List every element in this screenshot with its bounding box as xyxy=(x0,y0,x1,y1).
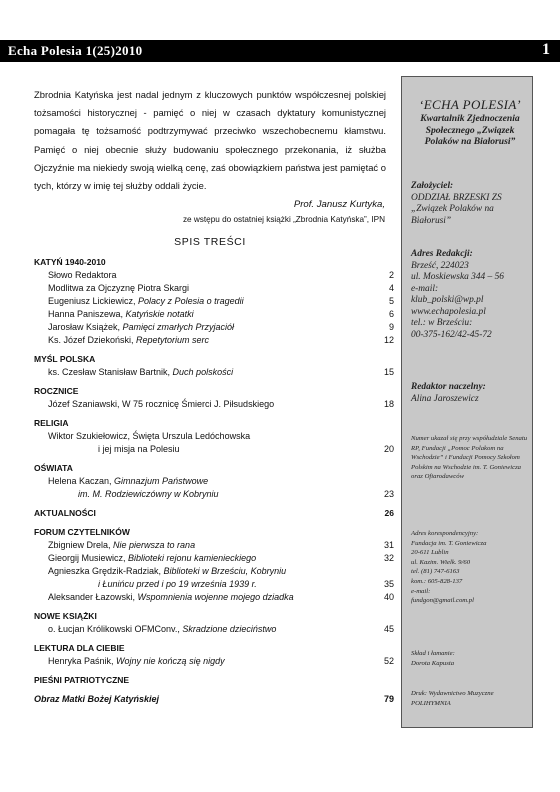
toc-entry-author: o. Łucjan Królikowski OFMConv., xyxy=(48,624,183,634)
toc-entry[interactable] xyxy=(34,552,394,565)
toc-page-number: 26 xyxy=(384,508,394,518)
toc-entry[interactable] xyxy=(34,269,394,282)
toc-section-title: RELIGIA xyxy=(34,418,69,428)
toc-entry-author: Gieorgij Musiewicz, xyxy=(48,553,129,563)
typesetter-name: Dorota Kapusta xyxy=(411,659,455,667)
toc-entry-title: Wspomnienia wojenne mojego dziadka xyxy=(137,592,294,602)
toc-page-number: 35 xyxy=(383,579,394,589)
address-block xyxy=(411,249,529,341)
toc-page-number: 31 xyxy=(383,540,394,550)
quote-source: ze wstępu do ostatniej książki „Zbrodnia Katyńska”, IPN xyxy=(182,215,385,224)
toc-entry-author: Słowo Redaktora xyxy=(48,270,117,280)
toc-page-number: 40 xyxy=(383,592,394,602)
toc-entry[interactable] xyxy=(34,366,394,379)
correspondence-line: Fundacja im. T. Goniewicza xyxy=(411,539,487,547)
toc-page-number: 9 xyxy=(388,322,394,332)
toc-entry[interactable] xyxy=(34,475,394,488)
founder-label: Założyciel: xyxy=(411,181,454,191)
correspondence-line: ul. Kazim. Wielk. 9/60 xyxy=(411,558,471,566)
toc-entry[interactable] xyxy=(34,623,394,636)
toc-entry-title: Pamięci zmarłych Przyjaciół xyxy=(122,322,235,332)
address-line: tel.: w Brześciu: xyxy=(411,318,473,328)
toc-entry-author: Wiktor Szukiełowicz, Święta Urszula Ledóchowska xyxy=(48,431,251,441)
magazine-issue-title: Echa Polesia 1(25)2010 xyxy=(8,43,143,58)
address-line: e-mail: xyxy=(411,283,439,294)
toc-page-number: 20 xyxy=(383,444,394,454)
toc-entry-title: Gimnazjum Państwowe xyxy=(114,476,209,486)
page-number: 1 xyxy=(542,41,550,58)
toc-entry-title: Obraz Matki Bożej Katyńskiej xyxy=(34,694,160,704)
colophon-sidebar xyxy=(401,76,533,728)
toc-entry-title: Katyńskie notatki xyxy=(125,309,194,319)
correspondence-line: e-mail: xyxy=(411,587,431,595)
editor-label: Redaktor naczelny: xyxy=(411,382,486,392)
toc-entry-title: Skradzione dzieciństwo xyxy=(182,624,277,634)
toc-entry-title: Repetytorium serc xyxy=(136,335,210,345)
toc-entry[interactable] xyxy=(34,539,394,552)
editor-block xyxy=(411,382,529,405)
toc-section-title: ROCZNICE xyxy=(34,386,79,396)
correspondence-email[interactable]: fundgon@gmail.com.pl xyxy=(411,597,474,605)
toc-page-number: 5 xyxy=(388,296,394,306)
toc-page-number: 79 xyxy=(383,694,394,704)
correspondence-line: tel. (81) 747-6163 xyxy=(411,568,460,576)
magazine-name-block xyxy=(411,97,529,148)
typesetting-label: Skład i łamanie: xyxy=(411,650,455,657)
toc-entry[interactable] xyxy=(34,295,394,308)
toc-section-heading xyxy=(34,353,394,366)
toc-entry-author: Aleksander Łazowski, xyxy=(48,592,138,602)
toc-entry[interactable] xyxy=(34,398,394,411)
toc-title: SPIS TREŚCI xyxy=(174,236,246,248)
toc-entry-title: Biblioteki rejonu kamienieckiego xyxy=(128,553,257,563)
toc-section-heading xyxy=(34,462,394,475)
toc-entry-title: Duch polskości xyxy=(172,367,234,377)
toc-section-title: PIEŚNI PATRIOTYCZNE xyxy=(34,675,130,685)
toc-entry[interactable] xyxy=(34,591,394,604)
magazine-subtitle: Kwartalnik Zjednoczenia Społecznego „Związek Polaków na Białorusi” xyxy=(420,113,520,147)
founder-value: ODDZIAŁ BRZESKI ZS „Związek Polaków na Białorusi” xyxy=(411,192,502,226)
toc-page-number: 6 xyxy=(388,309,394,319)
correspondence-line: 20-611 Lublin xyxy=(411,549,449,557)
founder-block xyxy=(411,181,529,227)
toc-entry-title: im. M. Rodziewiczówny w Kobryniu xyxy=(78,489,219,499)
phone-number: 00-375-162/42-45-72 xyxy=(411,329,492,340)
toc-entry-author: Hanna Paniszewa, xyxy=(48,309,126,319)
toc-entry-author: Zbigniew Drela, xyxy=(48,540,114,550)
toc-page-number: 45 xyxy=(383,624,394,634)
toc-page-number: 4 xyxy=(388,283,394,293)
page-header xyxy=(0,40,560,62)
typesetting-block xyxy=(411,649,529,668)
toc-section-title: OŚWIATA xyxy=(34,463,73,473)
toc-entry[interactable] xyxy=(34,443,394,456)
address-line: ul. Moskiewska 344 – 56 xyxy=(411,272,504,282)
toc-entry-author: Ks. Józef Dziekoński, xyxy=(48,335,137,345)
toc-section-heading xyxy=(34,642,394,655)
toc-entry-author: ks. Czesław Stanisław Bartnik, xyxy=(48,367,173,377)
toc-page-number: 32 xyxy=(383,553,394,563)
toc-entry-author: Eugeniusz Lickiewicz, xyxy=(48,296,139,306)
correspondence-block xyxy=(411,529,529,606)
address-label: Adres Redakcji: xyxy=(411,249,473,259)
toc-entry-author: Henryka Paśnik, xyxy=(48,656,117,666)
toc-entry[interactable] xyxy=(34,565,394,578)
toc-entry-title: Wojny nie kończą się nigdy xyxy=(116,656,225,666)
toc-section-title: LEKTURA DLA CIEBIE xyxy=(34,643,125,653)
toc-entry-author: Józef Szaniawski, W 75 rocznicę Śmierci J. Piłsudskiego xyxy=(48,399,275,409)
toc-page-number: 52 xyxy=(383,656,394,666)
toc-entry-author: Agnieszka Grędzik-Radziak, xyxy=(48,566,164,576)
toc-entry[interactable] xyxy=(34,488,394,501)
toc-page-number: 12 xyxy=(383,335,394,345)
toc-entry-title: Biblioteki w Brześciu, Kobryniu xyxy=(163,566,287,576)
toc-entry-author: i jej misja na Polesiu xyxy=(98,444,180,454)
correspondence-label: Adres korespondencyjny: xyxy=(411,530,479,537)
website-link[interactable]: www.echapolesia.pl xyxy=(411,306,486,317)
magazine-name: ‘ECHA POLESIA’ xyxy=(418,97,521,112)
toc-section-heading xyxy=(34,674,394,687)
toc-section-title: AKTUALNOŚCI xyxy=(34,508,96,518)
toc-section-heading xyxy=(34,385,394,398)
toc-section-title: KATYŃ 1940-2010 xyxy=(34,257,106,267)
toc-section-title: MYŚL POLSKA xyxy=(34,354,96,364)
address-line: Brześć, 224023 xyxy=(411,260,469,271)
toc-entry[interactable] xyxy=(34,282,394,295)
intro-quote: Zbrodnia Katyńska jest nadal jednym z kluczowych punktów współczesnej polskiej tożsamości historycznej - pamięć o niej w czasach dyktatury komunistycznej pomagała tę tożsamość podtrzymywać przeciwko wszechobecnemu kłamstwu. Pamięć o niej obecnie służy budowaniu społecznego przekonania, iż służba Ojczyźnie ma niekiedy swoją wielką cenę, zaś obowiązkiem państwa jest pamiętać o tych, którzy w imię tej służby oddali życie. xyxy=(34,89,386,192)
toc-entry-author: Modlitwa za Ojczyznę Piotra Skargi xyxy=(48,283,190,293)
toc-section-heading xyxy=(34,417,394,430)
toc-entry-title: i Łunińcu przed i po 19 września 1939 r. xyxy=(98,579,257,589)
toc-entry[interactable] xyxy=(34,693,394,706)
correspondence-line: kom.: 605-828-137 xyxy=(411,577,463,585)
toc-entry[interactable] xyxy=(34,578,394,591)
toc-section-heading xyxy=(34,610,394,623)
toc-entry-author: Jarosław Książek, xyxy=(48,322,123,332)
toc-section-heading xyxy=(34,256,394,269)
toc-entry-author: Helena Kaczan, xyxy=(48,476,115,486)
toc-entry[interactable] xyxy=(34,430,394,443)
toc-entry[interactable] xyxy=(34,321,394,334)
table-of-contents xyxy=(34,256,394,706)
toc-section-heading xyxy=(34,526,394,539)
toc-entry-title: Polacy z Polesia o tragedii xyxy=(138,296,244,306)
funding-note: Numer ukazał się przy współudziale Senatu RP, Fundacji „Pomoc Polakom na Wschodzie” i Fundacji Pomocy Szkołom Polskim na Wschodzie im. T. Goniewicza oraz Ofiarodawców xyxy=(411,435,528,481)
toc-section-title: FORUM CZYTELNIKÓW xyxy=(34,527,130,537)
quote-author: Prof. Janusz Kurtyka, xyxy=(293,199,385,210)
email-link[interactable]: klub_polski@wp.pl xyxy=(411,295,484,305)
toc-entry[interactable] xyxy=(34,655,394,668)
editor-name: Alina Jaroszewicz xyxy=(411,393,479,404)
toc-entry-title: Nie pierwsza to rana xyxy=(113,540,196,550)
toc-entry[interactable] xyxy=(34,308,394,321)
toc-page-number: 18 xyxy=(383,399,394,409)
toc-page-number: 15 xyxy=(383,367,394,377)
toc-page-number: 23 xyxy=(383,489,394,499)
toc-entry[interactable] xyxy=(34,334,394,347)
toc-section-title: NOWE KSIĄŻKI xyxy=(34,611,97,621)
toc-page-number: 2 xyxy=(388,270,394,280)
toc-section-heading xyxy=(34,507,394,520)
printer-note: Druk: Wydawnictwo Muzyczne POLIHYMNIA xyxy=(411,690,494,707)
